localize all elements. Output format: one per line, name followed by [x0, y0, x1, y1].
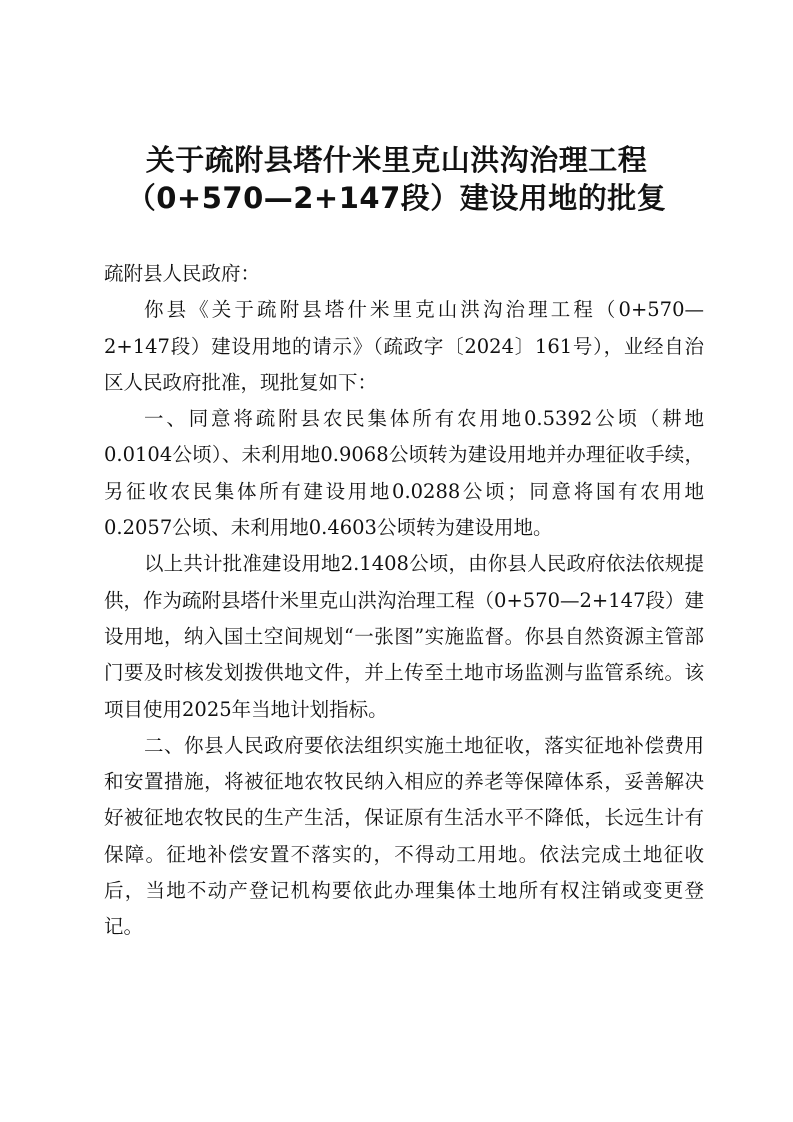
paragraph-approval-item-2: 二、你县人民政府要依法组织实施土地征收，落实征地补偿费用和安置措施，将被征地农牧民纳入相应的养老等保障体系，妥善解决好被征地农牧民的生产生活，保证原有生活水平不降低，长远生计有保障。征地补偿安置不落实的，不得动工用地。依法完成土地征收后，当地不动产登记机构要依此办理集体土地所有权注销或变更登记。 [104, 733, 704, 939]
document-title-line-2: （0+570—2+147段）建设用地的批复 [126, 181, 667, 215]
salutation: 疏附县人民政府： [104, 262, 261, 285]
paragraph-total-land: 以上共计批准建设用地2.1408公顷，由你县人民政府依法依规提供，作为疏附县塔什米里克山洪沟治理工程（0+570—2+147段）建设用地，纳入国土空间规划“一张图”实施监督。你县自然资源主管部门要及时核发划拨供地文件，并上传至土地市场监测与监管系统。该项目使用2025年当地计划指标。 [104, 552, 704, 721]
paragraph-approval-item-1: 一、同意将疏附县农民集体所有农用地0.5392公顷（耕地0.0104公顷）、未利用地0.9068公顷转为建设用地并办理征收手续，另征收农民集体所有建设用地0.0288公顷；同意将国有农用地0.2057公顷、未利用地0.4603公顷转为建设用地。 [104, 407, 704, 540]
document-body [104, 256, 704, 946]
document-title-line-1: 关于疏附县塔什米里克山洪沟治理工程 [145, 143, 648, 177]
paragraph-request-reference: 你县《关于疏附县塔什米里克山洪沟治理工程（0+570—2+147段）建设用地的请示》（疏政字〔2024〕161号），业经自治区人民政府批准，现批复如下： [104, 298, 704, 394]
